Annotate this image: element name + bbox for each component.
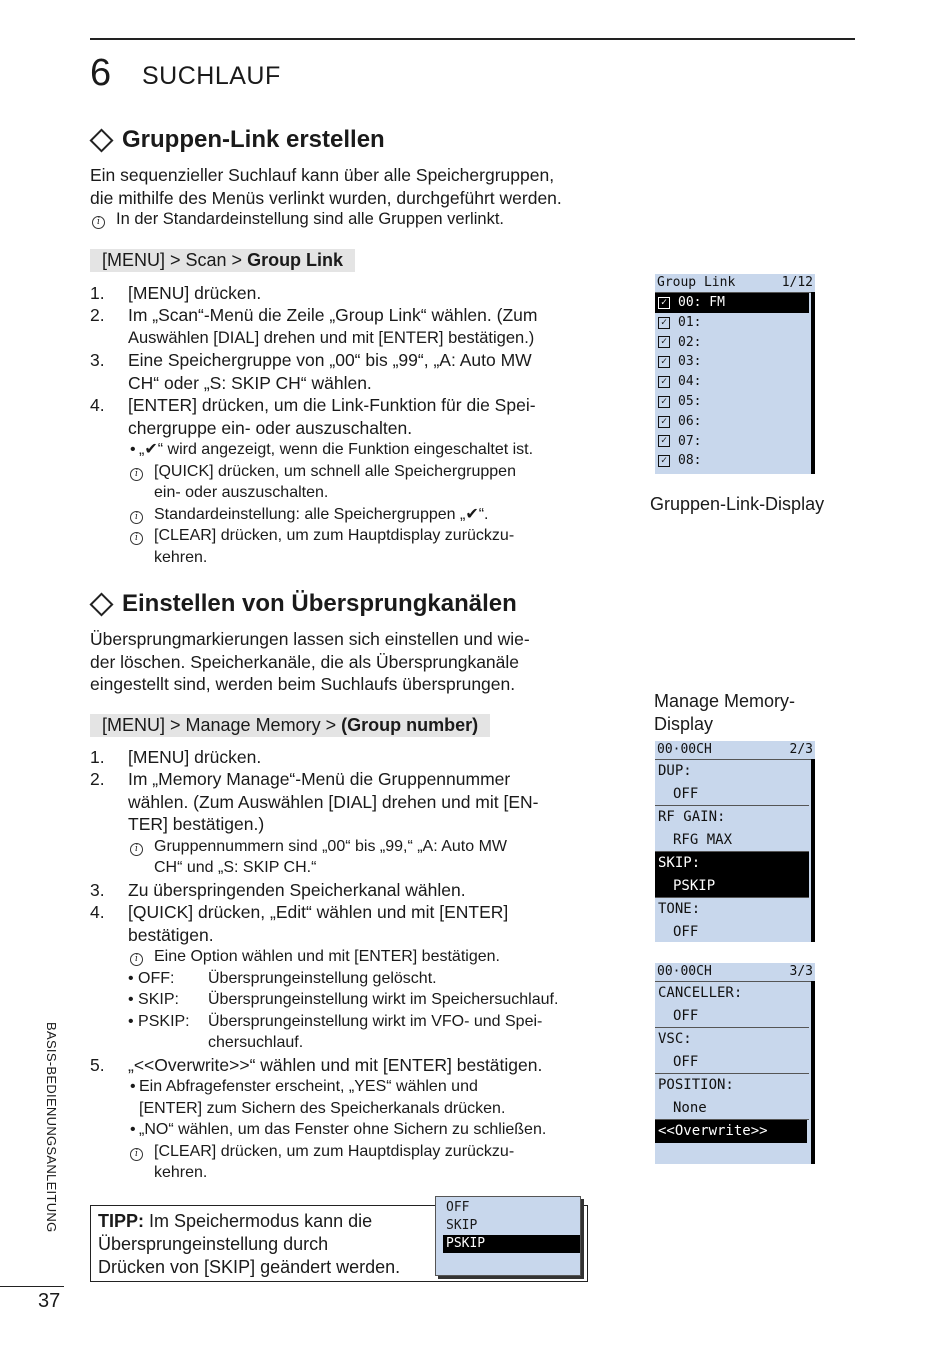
- page-number: 37: [38, 1290, 61, 1312]
- steps-list: [90, 282, 610, 569]
- option-pskip: • PSKIP: Übersprungeinstellung wirkt im VFO- und Spei- chersuchlauf.: [128, 1012, 543, 1051]
- section-uebersprung: [90, 590, 610, 1184]
- setting-label: RF GAIN:: [658, 809, 726, 825]
- bullet: • „✔“ wird angezeigt, wenn die Funktion eingeschaltet ist.: [130, 441, 534, 458]
- info-note: i In der Standardeinstellung sind alle Gruppen verlinkt.: [90, 209, 610, 231]
- info-item: i Standardeinstellung: alle Speichergruppen „✔“.: [128, 504, 610, 526]
- section-gruppen-link: [90, 126, 610, 568]
- info-item: i Gruppennummern sind „00“ bis „99,“ „A: Auto MW CH“ und „S: SKIP CH.“: [128, 836, 610, 879]
- overwrite-row: <<Overwrite>>: [655, 1120, 807, 1143]
- info-icon: i: [130, 843, 143, 856]
- group-link-row: ✓ 01:: [655, 313, 809, 333]
- info-icon: i: [130, 511, 143, 524]
- setting-label: SKIP:: [655, 852, 809, 875]
- section-heading: Einstellen von Übersprungkanälen: [90, 590, 610, 618]
- info-icon: i: [92, 216, 105, 229]
- checkbox-icon: ✓: [658, 336, 670, 348]
- diamond-icon: [89, 128, 113, 152]
- checkbox-icon: ✓: [658, 396, 670, 408]
- info-icon: i: [130, 1148, 143, 1161]
- checkbox-icon: ✓: [658, 297, 670, 309]
- intro-paragraph: Übersprungmarkierungen lassen sich einstellen und wie- der löschen. Speicherkanäle, die als Übersprungkanäle eingestellt sind, werden beim Suchlaufs übersprungen.: [90, 629, 530, 694]
- diamond-icon: [89, 592, 113, 616]
- scrollbar: [811, 292, 815, 474]
- checkbox-icon: ✓: [658, 317, 670, 329]
- manage-memory-caption: Manage Memory- Display: [654, 691, 796, 734]
- manage-memory-display-2-3: [655, 741, 815, 942]
- setting-label: POSITION:: [658, 1077, 734, 1093]
- setting-value: None: [655, 1097, 809, 1121]
- setting-label: TONE:: [658, 901, 701, 917]
- memory-settings-list: [655, 982, 815, 1120]
- setting-value: RFG MAX: [655, 829, 809, 853]
- menu-path: [MENU] > Scan > Group Link: [90, 249, 355, 272]
- step-4: 4. [QUICK] drücken, „Edit“ wählen und mit [ENTER] bestätigen. i Eine Option wählen und mit [ENTER] bestätigen. • OFF: Übersprungeinstellung gelöscht. • SKIP: Übersprungeinstellung wirkt im Speichersuchlauf. • PSKIP: Übersprungeinstellung wirkt im VFO- und Spei- chersuchlauf.: [90, 901, 610, 1054]
- popup-option-skip: SKIP: [446, 1218, 478, 1233]
- lcd-header: Group Link 1/12: [655, 274, 815, 293]
- skip-popup: [435, 1196, 581, 1276]
- setting-value: OFF: [655, 1051, 809, 1075]
- checkbox-icon: ✓: [658, 435, 670, 447]
- setting-value: OFF: [655, 783, 809, 807]
- step-4: 4. [ENTER] drücken, um die Link-Funktion für die Spei- chergruppe ein- oder auszuschalten. • „✔“ wird angezeigt, wenn die Funktion eingeschaltet ist. i [QUICK] drücken, um schnell alle Speichergruppen ein- oder auszuschalten. i Standardeinstellung: alle Speichergruppen „✔“. i [CLEAR] drücken, um zum Hauptdisplay zurückzu- kehren.: [90, 394, 610, 568]
- lcd-header: 00·00CH 2/3: [655, 741, 815, 760]
- info-item: i [QUICK] drücken, um schnell alle Speichergruppen ein- oder auszuschalten.: [128, 461, 610, 504]
- popup-option-off: OFF: [446, 1200, 470, 1215]
- step-5: 5. „<<Overwrite>>“ wählen und mit [ENTER] bestätigen. • Ein Abfragefenster erscheint, „YES“ wählen und [ENTER] zum Sichern des Speicherkanals drücken. • „NO“ wählen, um das Fenster ohne Sichern zu schließen. i [CLEAR] drücken, um zum Hauptdisplay zurückzu- kehren.: [90, 1054, 610, 1184]
- top-rule: [90, 38, 855, 40]
- checkbox-icon: ✓: [658, 455, 670, 467]
- side-label: BASIS-BEDIENUNGSANLEITUNG: [44, 1022, 59, 1233]
- chapter-title: SUCHLAUF: [142, 62, 281, 90]
- group-link-row: ✓ 07:: [655, 432, 809, 452]
- steps-list: [90, 746, 610, 1184]
- menu-path: [MENU] > Manage Memory > (Group number): [90, 714, 490, 737]
- info-icon: i: [130, 953, 143, 966]
- info-item: i [CLEAR] drücken, um zum Hauptdisplay zurückzu- kehren.: [128, 1141, 610, 1184]
- group-link-row: ✓ 04:: [655, 372, 809, 392]
- setting-label: VSC:: [658, 1031, 692, 1047]
- checkbox-icon: ✓: [658, 356, 670, 368]
- checkbox-icon: ✓: [658, 416, 670, 428]
- setting-value: OFF: [673, 923, 699, 940]
- option-skip: • SKIP: Übersprungeinstellung wirkt im Speichersuchlauf.: [128, 991, 559, 1008]
- scrollbar: [811, 759, 815, 942]
- section-heading: Gruppen-Link erstellen: [90, 126, 610, 154]
- manage-memory-display-3-3: [655, 963, 815, 1164]
- step-3: 3. Zu überspringenden Speicherkanal wählen.: [90, 879, 466, 900]
- info-icon: i: [130, 468, 143, 481]
- info-item: i Eine Option wählen und mit [ENTER] bestätigen.: [128, 946, 610, 968]
- option-off: • OFF: Übersprungeinstellung gelöscht.: [128, 969, 437, 987]
- group-link-row: ✓ 05:: [655, 392, 809, 412]
- setting-value: OFF: [655, 1005, 809, 1029]
- group-link-display: [655, 274, 815, 474]
- setting-label: CANCELLER:: [658, 985, 743, 1001]
- memory-settings-list: [655, 760, 815, 943]
- group-link-row: ✓ 00: FM: [655, 293, 809, 313]
- group-link-row: ✓ 02:: [655, 333, 809, 353]
- group-link-row: ✓ 08:: [655, 451, 809, 471]
- step-3: 3. Eine Speichergruppe von „00“ bis „99“, „A: Auto MW CH“ oder „S: SKIP CH“ wählen.: [90, 350, 532, 393]
- bottom-left-rule: [0, 1286, 64, 1287]
- step-1: 1. [MENU] drücken.: [90, 282, 262, 303]
- popup-option-pskip: PSKIP: [443, 1235, 580, 1253]
- lcd-header: 00·00CH 3/3: [655, 963, 815, 982]
- step-1: 1. [MENU] drücken.: [90, 746, 262, 767]
- setting-value: PSKIP: [655, 875, 809, 899]
- tip-box: TIPP: Im Speichermodus kann die Übersprungeinstellung durch Drücken von [SKIP] geändert werden.: [90, 1205, 588, 1282]
- step-2: 2. Im „Memory Manage“-Menü die Gruppennummer wählen. (Zum Auswählen [DIAL] drehen und mit [EN- TER] bestätigen.) i Gruppennummern sind „00“ bis „99,“ „A: Auto MW CH“ und „S: SKIP CH.“: [90, 768, 610, 879]
- step-2: 2. Im „Scan“-Menü die Zeile „Group Link“ wählen. (Zum Auswählen [DIAL] drehen und mit [ENTER] bestätigen.): [90, 305, 538, 347]
- setting-label: DUP:: [658, 763, 692, 779]
- group-link-row: ✓ 06:: [655, 412, 809, 432]
- info-icon: i: [130, 532, 143, 545]
- group-link-list: [655, 293, 815, 471]
- chapter-number: 6: [90, 52, 112, 94]
- group-link-row: ✓ 03:: [655, 352, 809, 372]
- intro-paragraph: Ein sequenzieller Suchlauf kann über alle Speichergruppen, die mithilfe des Menüs verlinkt wurden, durchgeführt werden.: [90, 165, 562, 208]
- group-link-caption: Gruppen-Link-Display: [650, 494, 825, 514]
- checkbox-icon: ✓: [658, 376, 670, 388]
- bullet: • „NO“ wählen, um das Fenster ohne Sichern zu schließen.: [130, 1121, 547, 1138]
- scrollbar: [811, 981, 815, 1164]
- bullet: • Ein Abfragefenster erscheint, „YES“ wählen und [ENTER] zum Sichern des Speicherkanals drücken.: [130, 1078, 506, 1117]
- info-item: i [CLEAR] drücken, um zum Hauptdisplay zurückzu- kehren.: [128, 525, 610, 568]
